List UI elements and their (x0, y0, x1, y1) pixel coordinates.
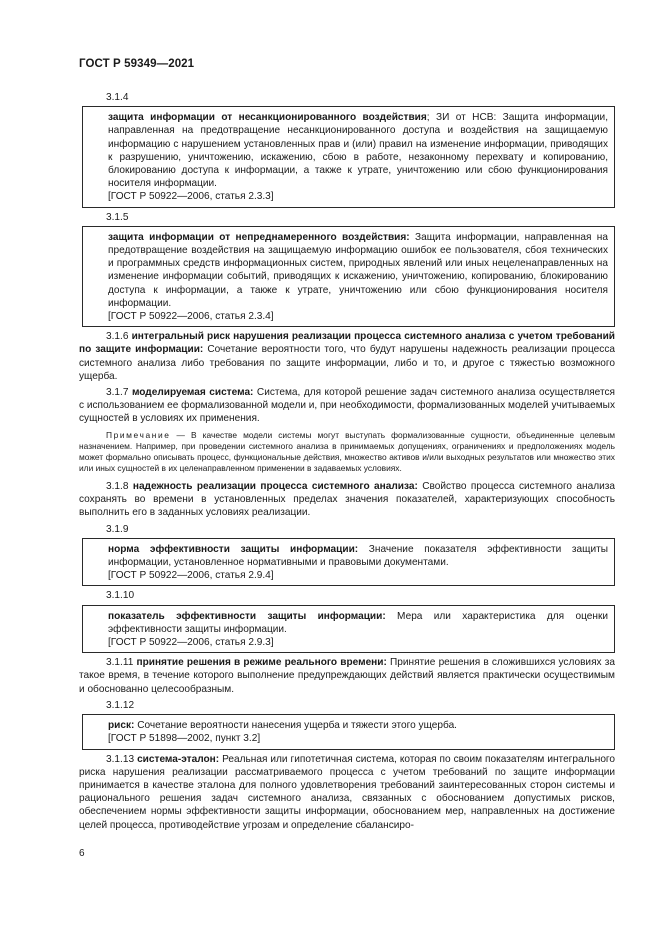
note-paragraph (79, 430, 615, 474)
standard-header: ГОСТ Р 59349—2021 (79, 58, 195, 70)
term: защита информации от несанкционированного воздействия (108, 112, 427, 124)
definition-box-3-1-9 (82, 538, 615, 587)
definition: ; ЗИ от НСВ: Защита информации, направленная на предотвращение несанкционированного доступа и воздействия на защищаемую информацию с нарушением установленных прав и (или) правил на изменение информации, приводящих к разрушению, уничтожению, искажению, сбою в работе, незаконному перехвату и копированию, блокированию доступа к информации, а также к утрате, уничтожению или сбою функционирования носителя информации. (108, 112, 609, 190)
term: моделируемая система: (131, 387, 254, 399)
definition-paragraph-3-1-6 (79, 330, 615, 383)
note-text: — В качестве модели системы могут выступать формализованные сущности, объединенные целевым назначением. Например, при проведении системного анализа в принимаемых допущениях, ограничениях и предположениях модель может формально описывать процесс, функциональные действия, множество активов и/или выходных результатов или множество этих или иных сущностей в их целенаправленном применении в задаваемых условиях. (79, 429, 615, 473)
term: норма эффективности защиты информации: (108, 543, 359, 555)
definition-text (108, 719, 608, 732)
definition-text (108, 610, 608, 636)
definition: Сочетание вероятности того, что будут нарушены надежность реализации процесса системного анализа либо требования по защите информации, либо и то, и другое с тяжестью возможного ущерба. (79, 344, 615, 382)
source-reference: [ГОСТ Р 50922—2006, статья 2.3.3] (108, 191, 274, 203)
note-label: Примечание (106, 429, 171, 440)
definition-box-3-1-12 (82, 714, 615, 749)
source-reference: [ГОСТ Р 50922—2006, статья 2.3.4] (108, 311, 274, 323)
source-reference: [ГОСТ Р 50922—2006, статья 2.9.4] (108, 570, 274, 582)
definition-box-3-1-10 (82, 605, 615, 654)
definition: Значение показателя эффективности защиты информации, установленное нормативными и правовыми документами. (108, 543, 608, 569)
section-number: 3.1.4 (106, 92, 129, 103)
definition: Реальная или гипотетичная система, которая по своим показателям интегрального риска нарушения реализации рассматриваемого процесса с учетом требований по защите информации принимается в качестве эталона для полного удовлетворения требований заинтересованных сторон системы и рационального решения задач системного анализа, связанных с обоснованием допустимых рисков, обеспечением нормы эффективности защиты информации, обоснованием мер, направленных на достижение целей процесса, противодействие угрозам и определение сбалансиро- (79, 753, 615, 831)
term: показатель эффективности защиты информации: (108, 610, 386, 622)
definition: Мера или характеристика для оценки эффективности защиты информации. (108, 610, 608, 635)
page-number: 6 (79, 848, 85, 859)
section-number: 3.1.10 (106, 590, 135, 602)
definition-text (108, 111, 608, 190)
definition: Сочетание вероятности нанесения ущерба и тяжести этого ущерба. (134, 720, 457, 732)
section-number: 3.1.8 (106, 481, 129, 493)
source-reference: [ГОСТ Р 51898—2002, пункт 3.2] (108, 733, 261, 745)
section-number: 3.1.9 (106, 523, 129, 535)
definition-box-3-1-5 (82, 226, 615, 327)
definition-text (108, 543, 608, 569)
source-reference: [ГОСТ Р 50922—2006, статья 2.9.3] (108, 637, 274, 649)
definition: Свойство процесса системного анализа сохранять во времени в установленных пределах значения показателей, характеризующих способность выполнить его в заданных условиях реализации. (79, 481, 615, 519)
definition-paragraph-3-1-13 (79, 753, 615, 832)
definition: Защита информации, направленная на предотвращение воздействия на защищаемую информацию ошибок ее пользователя, сбоя технических и программных средств информационных систем, природных явлений или иных нецеленаправленных на изменение информации событий, приводящих к искажению, уничтожению, копированию, блокированию доступа к информации, а также к утрате, уничтожению или сбою функционирования носителя информации. (108, 231, 608, 309)
term: принятие решения в режиме реального времени: (136, 657, 387, 669)
definition-paragraph-3-1-11 (79, 656, 615, 696)
definition: Система, для которой решение задач системного анализа осуществляется с использованием ее формализованной модели и, при необходимости, формализованных моделей учитываемых сущностей в условиях их применения. (79, 387, 615, 425)
section-number: 3.1.13 (106, 753, 135, 765)
term: риск: (108, 720, 135, 732)
section-number: 3.1.7 (106, 387, 129, 399)
definition-paragraph-3-1-8 (79, 480, 615, 520)
term: защита информации от непреднамеренного воздействия: (108, 231, 410, 243)
definition: Принятие решения в сложившихся условиях за такое время, в течение которого выполнение предупреждающих действий является практически осуществимым и обоснованно целесообразным. (79, 657, 615, 695)
section-number: 3.1.12 (106, 699, 135, 711)
term: интегральный риск нарушения реализации процесса системного анализа с учетом требований по защите информации: (79, 331, 615, 356)
definition-box-3-1-4 (82, 106, 615, 207)
definition-text (108, 231, 608, 310)
section-number: 3.1.6 (106, 331, 129, 343)
document-body (79, 91, 615, 835)
definition-paragraph-3-1-7 (79, 386, 615, 426)
section-number: 3.1.5 (106, 211, 129, 223)
term: надежность реализации процесса системного анализа: (132, 481, 418, 493)
term: система-эталон: (137, 753, 220, 765)
section-number: 3.1.11 (106, 657, 134, 669)
